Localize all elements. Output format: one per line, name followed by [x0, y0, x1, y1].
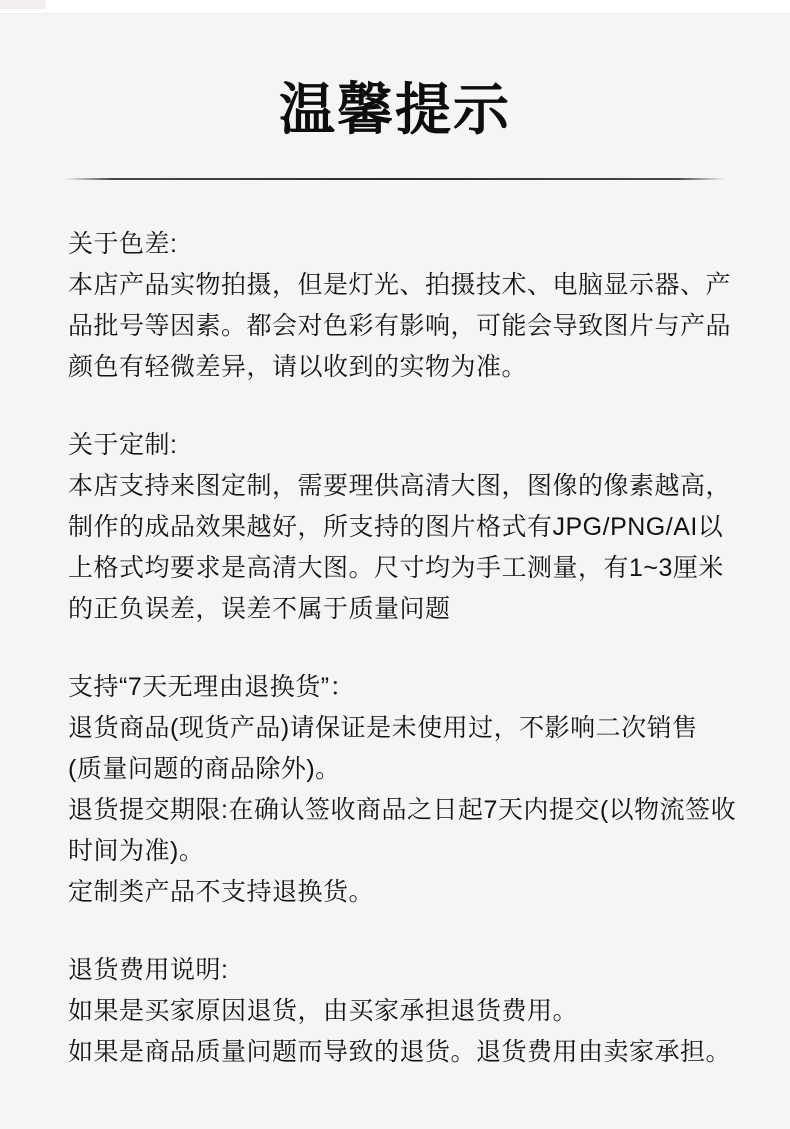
text-line: 的正负误差，误差不属于质量问题	[68, 595, 451, 623]
section-customization	[68, 425, 750, 630]
text-line: 本店产品实物拍摄，但是灯光、拍摄技术、电脑显示器、产	[68, 271, 732, 299]
notice-content	[0, 180, 790, 1073]
text-line: 上格式均要求是高清大图。尺寸均为手工测量，有1~3厘米	[68, 554, 724, 582]
text-line: 本店支持来图定制，需要理供高清大图，图像的像素越高，	[68, 472, 732, 500]
text-line: 制作的成品效果越好，所支持的图片格式有JPG/PNG/AI以	[68, 513, 724, 541]
text-line: 定制类产品不支持退换货。	[68, 878, 375, 906]
section-color-difference	[68, 224, 750, 388]
text-line: 时间为准)。	[68, 837, 205, 865]
section-heading: 关于定制:	[68, 431, 178, 459]
section-heading: 关于色差:	[68, 230, 178, 258]
text-line: 如果是商品质量问题而导致的退货。退货费用由卖家承担。	[68, 1038, 732, 1066]
text-line: 退货提交期限:在确认签收商品之日起7天内提交(以物流签收	[68, 796, 737, 824]
text-line: 如果是买家原因退货，由买家承担退货费用。	[68, 997, 579, 1025]
section-heading: 退货费用说明:	[68, 956, 229, 984]
section-return-policy	[68, 667, 750, 913]
section-heading: 支持“7天无理由退换货”：	[68, 673, 356, 701]
top-left-smudge	[0, 0, 46, 9]
text-line: 品批号等因素。都会对色彩有影响，可能会导致图片与产品	[68, 312, 732, 340]
text-line: 退货商品(现货产品)请保证是未使用过，不影响二次销售	[68, 714, 698, 742]
text-line: 颜色有轻微差异，请以收到的实物为准。	[68, 353, 528, 381]
page-title: 温馨提示	[279, 78, 511, 141]
text-line: (质量问题的商品除外)。	[68, 755, 341, 783]
section-return-fees	[68, 950, 750, 1073]
top-strip	[0, 0, 790, 14]
